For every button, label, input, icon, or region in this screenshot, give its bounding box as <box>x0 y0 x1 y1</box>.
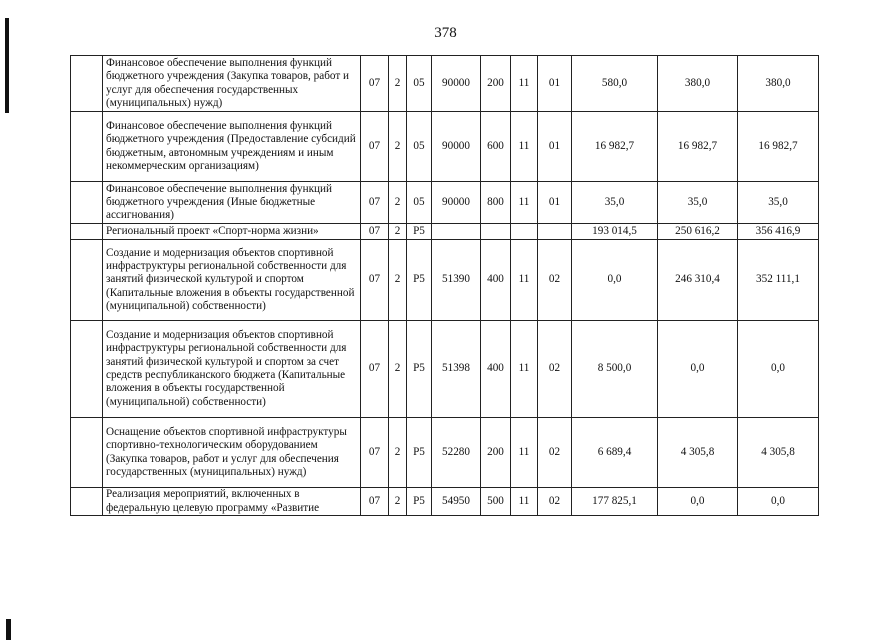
chapter-cell: 11 <box>511 488 538 516</box>
amount-year-1-cell: 16 982,7 <box>572 112 658 182</box>
amount-year-2-cell: 35,0 <box>658 182 738 224</box>
budget-table <box>70 55 819 516</box>
item-name-cell: Финансовое обеспечение выполнения функций бюджетного учреждения (Иные бюджетные ассигнования) <box>103 182 361 224</box>
index-cell <box>71 182 103 224</box>
program-cell: 05 <box>407 112 432 182</box>
index-cell <box>71 418 103 488</box>
expense-type-cell: 200 <box>481 418 511 488</box>
amount-year-1-cell: 177 825,1 <box>572 488 658 516</box>
program-cell: P5 <box>407 240 432 321</box>
subchapter-cell: 02 <box>538 418 572 488</box>
table-row <box>71 321 819 418</box>
program-cell: P5 <box>407 321 432 418</box>
chapter-cell: 11 <box>511 56 538 112</box>
program-cell: 05 <box>407 56 432 112</box>
index-cell <box>71 56 103 112</box>
subsection-cell: 2 <box>389 56 407 112</box>
program-cell: P5 <box>407 224 432 240</box>
subchapter-cell: 02 <box>538 488 572 516</box>
section-cell: 07 <box>361 488 389 516</box>
subsection-cell: 2 <box>389 224 407 240</box>
table-row <box>71 418 819 488</box>
amount-year-3-cell: 4 305,8 <box>738 418 819 488</box>
section-cell: 07 <box>361 321 389 418</box>
index-cell <box>71 240 103 321</box>
amount-year-3-cell: 16 982,7 <box>738 112 819 182</box>
subsection-cell: 2 <box>389 418 407 488</box>
program-cell: 05 <box>407 182 432 224</box>
item-name-cell: Региональный проект «Спорт-норма жизни» <box>103 224 361 240</box>
amount-year-1-cell: 580,0 <box>572 56 658 112</box>
amount-year-2-cell: 0,0 <box>658 321 738 418</box>
section-cell: 07 <box>361 182 389 224</box>
amount-year-2-cell: 250 616,2 <box>658 224 738 240</box>
table-row <box>71 224 819 240</box>
amount-year-1-cell: 35,0 <box>572 182 658 224</box>
subsection-cell: 2 <box>389 488 407 516</box>
section-cell: 07 <box>361 56 389 112</box>
direction-cell: 54950 <box>432 488 481 516</box>
chapter-cell: 11 <box>511 182 538 224</box>
table-row <box>71 240 819 321</box>
amount-year-1-cell: 193 014,5 <box>572 224 658 240</box>
table-row <box>71 488 819 516</box>
page-number: 378 <box>434 25 457 41</box>
amount-year-3-cell: 356 416,9 <box>738 224 819 240</box>
subchapter-cell: 02 <box>538 240 572 321</box>
table-row <box>71 182 819 224</box>
program-cell: P5 <box>407 418 432 488</box>
item-name-cell: Финансовое обеспечение выполнения функций бюджетного учреждения (Закупка товаров, работ и услуг для обеспечения государственных (муниципальных) нужд) <box>103 56 361 112</box>
subsection-cell: 2 <box>389 321 407 418</box>
amount-year-3-cell: 0,0 <box>738 321 819 418</box>
index-cell <box>71 112 103 182</box>
chapter-cell <box>511 224 538 240</box>
expense-type-cell: 800 <box>481 182 511 224</box>
index-cell <box>71 224 103 240</box>
subchapter-cell: 01 <box>538 182 572 224</box>
expense-type-cell: 400 <box>481 240 511 321</box>
amount-year-2-cell: 16 982,7 <box>658 112 738 182</box>
subchapter-cell <box>538 224 572 240</box>
direction-cell: 51398 <box>432 321 481 418</box>
amount-year-2-cell: 380,0 <box>658 56 738 112</box>
direction-cell: 90000 <box>432 56 481 112</box>
chapter-cell: 11 <box>511 418 538 488</box>
direction-cell: 90000 <box>432 182 481 224</box>
table-row <box>71 112 819 182</box>
section-cell: 07 <box>361 418 389 488</box>
section-cell: 07 <box>361 112 389 182</box>
amount-year-3-cell: 380,0 <box>738 56 819 112</box>
subchapter-cell: 01 <box>538 112 572 182</box>
chapter-cell: 11 <box>511 112 538 182</box>
chapter-cell: 11 <box>511 240 538 321</box>
expense-type-cell <box>481 224 511 240</box>
item-name-cell: Создание и модернизация объектов спортивной инфраструктуры региональной собственности для занятий физической культурой и спортом за счет средств республиканского бюджета (Капитальные вложения в объекты государственной (муниципальной) собственности) <box>103 321 361 418</box>
amount-year-3-cell: 35,0 <box>738 182 819 224</box>
amount-year-3-cell: 352 111,1 <box>738 240 819 321</box>
index-cell <box>71 488 103 516</box>
index-cell <box>71 321 103 418</box>
amount-year-1-cell: 8 500,0 <box>572 321 658 418</box>
item-name-cell: Реализация мероприятий, включенных в федеральную целевую программу «Развитие <box>103 488 361 516</box>
direction-cell: 52280 <box>432 418 481 488</box>
item-name-cell: Финансовое обеспечение выполнения функций бюджетного учреждения (Предоставление субсидий бюджетным, автономным учреждениям и иным некоммерческим организациям) <box>103 112 361 182</box>
table-body <box>71 56 819 516</box>
subchapter-cell: 01 <box>538 56 572 112</box>
expense-type-cell: 600 <box>481 112 511 182</box>
direction-cell <box>432 224 481 240</box>
amount-year-2-cell: 0,0 <box>658 488 738 516</box>
amount-year-2-cell: 246 310,4 <box>658 240 738 321</box>
subsection-cell: 2 <box>389 182 407 224</box>
subchapter-cell: 02 <box>538 321 572 418</box>
subsection-cell: 2 <box>389 240 407 321</box>
subsection-cell: 2 <box>389 112 407 182</box>
expense-type-cell: 500 <box>481 488 511 516</box>
scan-edge-mark <box>6 619 11 640</box>
amount-year-1-cell: 6 689,4 <box>572 418 658 488</box>
amount-year-3-cell: 0,0 <box>738 488 819 516</box>
direction-cell: 51390 <box>432 240 481 321</box>
amount-year-2-cell: 4 305,8 <box>658 418 738 488</box>
table-row <box>71 56 819 112</box>
item-name-cell: Оснащение объектов спортивной инфраструктуры спортивно-технологическим оборудованием (Закупка товаров, работ и услуг для обеспечения государственных (муниципальных) нужд) <box>103 418 361 488</box>
item-name-cell: Создание и модернизация объектов спортивной инфраструктуры региональной собственности для занятий физической культурой и спортом (Капитальные вложения в объекты государственной (муниципальной) собственности) <box>103 240 361 321</box>
direction-cell: 90000 <box>432 112 481 182</box>
chapter-cell: 11 <box>511 321 538 418</box>
amount-year-1-cell: 0,0 <box>572 240 658 321</box>
expense-type-cell: 200 <box>481 56 511 112</box>
section-cell: 07 <box>361 240 389 321</box>
program-cell: P5 <box>407 488 432 516</box>
section-cell: 07 <box>361 224 389 240</box>
expense-type-cell: 400 <box>481 321 511 418</box>
